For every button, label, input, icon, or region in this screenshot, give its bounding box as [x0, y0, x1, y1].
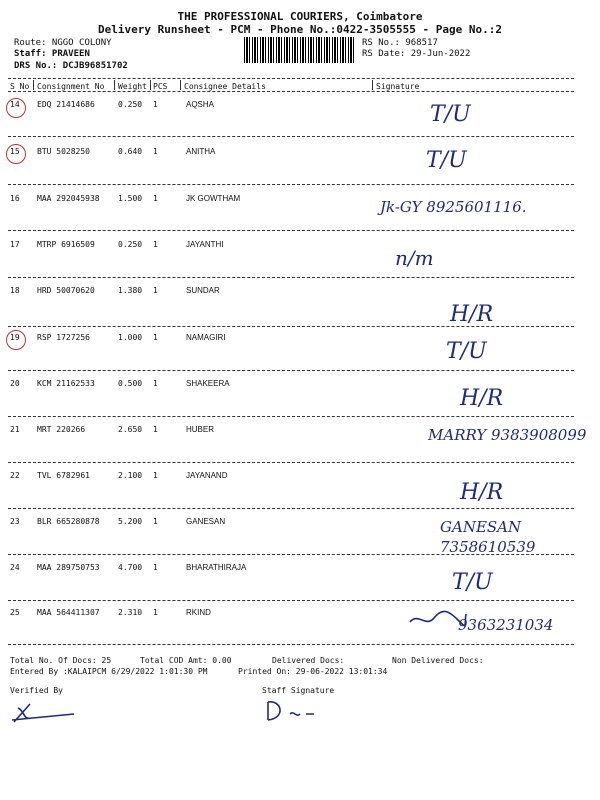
- staff-signature: [262, 698, 332, 724]
- row-rule: [8, 462, 574, 463]
- row-rule: [8, 600, 574, 601]
- staff-label: Staff: PRAVEEN: [14, 49, 90, 59]
- row-pcs: 1: [153, 471, 158, 480]
- row-consignment: EDQ 21414686: [37, 100, 95, 109]
- row-signature: T/U: [430, 102, 471, 127]
- row-rule: [8, 416, 574, 417]
- row-weight: 0.500: [118, 379, 143, 388]
- row-rule: [8, 370, 574, 371]
- col-consignee: Consignee Details: [184, 82, 266, 91]
- row-sno: 19: [10, 333, 20, 342]
- row-weight: 1.500: [118, 194, 143, 203]
- row-sno: 24: [10, 563, 20, 572]
- col-pcs: PCS: [153, 82, 168, 91]
- row-pcs: 1: [153, 286, 158, 295]
- row-consignee: GANESAN: [186, 517, 226, 526]
- row-consignment: BLR 665280878: [37, 517, 100, 526]
- row-rule: [8, 554, 574, 555]
- col-divider: [114, 80, 115, 90]
- printed-on: Printed On: 29-06-2022 13:01:34: [238, 667, 388, 676]
- row-pcs: 1: [153, 147, 158, 156]
- header-rule-bottom: [8, 91, 574, 92]
- row-rule: [8, 136, 574, 137]
- row-sno: 16: [10, 194, 20, 203]
- row-weight: 0.250: [118, 240, 143, 249]
- row-signature: H/R: [460, 386, 504, 411]
- row-consignee: AQSHA: [186, 100, 215, 109]
- row-sno: 17: [10, 240, 20, 249]
- row-consignment: RSP 1727256: [37, 333, 90, 342]
- row-consignee: SUNDAR: [186, 286, 220, 295]
- row-sno: 25: [10, 608, 20, 617]
- row-consignee: ANITHA: [186, 147, 216, 156]
- col-divider: [33, 80, 34, 90]
- runsheet-subtitle: Delivery Runsheet - PCM - Phone No.:0422-3505555 - Page No.:2: [98, 23, 502, 36]
- row-weight: 1.000: [118, 333, 143, 342]
- row-signature: n/m: [395, 246, 434, 270]
- row-sno: 20: [10, 379, 20, 388]
- row-consignment: TVL 6782961: [37, 471, 90, 480]
- row-signature: T/U: [452, 570, 493, 595]
- row-pcs: 1: [153, 333, 158, 342]
- row-weight: 0.250: [118, 100, 143, 109]
- col-signature: Signature: [376, 82, 420, 91]
- row-sno: 18: [10, 286, 20, 295]
- row-rule: [8, 326, 574, 327]
- entered-by: Entered By :KALAIPCM 6/29/2022 1:01:30 PM: [10, 667, 208, 676]
- row-pcs: 1: [153, 100, 158, 109]
- row-weight: 5.200: [118, 517, 143, 526]
- col-sno: S No: [10, 82, 30, 91]
- row-consignee: BHARATHIRAJA: [186, 563, 247, 572]
- row-pcs: 1: [153, 379, 158, 388]
- staff-signature-label: Staff Signature: [262, 686, 335, 695]
- row-pcs: 1: [153, 240, 158, 249]
- row-consignment: MAA 292045938: [37, 194, 100, 203]
- row-weight: 1.380: [118, 286, 143, 295]
- row-rule: [8, 644, 574, 645]
- row-signature: Jk-GY 8925601116.: [380, 198, 527, 216]
- row-consignment: MTRP 6916509: [37, 240, 95, 249]
- row-signature: GANESAN 7358610539: [440, 518, 536, 556]
- row-signature: 9363231034: [458, 616, 554, 634]
- row-rule: [8, 277, 574, 278]
- row-consignee: JAYANAND: [186, 471, 228, 480]
- row-weight: 4.700: [118, 563, 143, 572]
- header-rule-top: [8, 78, 574, 79]
- row-consignment: KCM 21162533: [37, 379, 95, 388]
- row-consignment: MRT 220266: [37, 425, 86, 434]
- row-rule: [8, 184, 574, 185]
- col-weight: Weight: [118, 82, 147, 91]
- rs-number: RS No.: 968517: [362, 38, 438, 48]
- route-label: Route: NGGO COLONY: [14, 38, 112, 48]
- row-pcs: 1: [153, 563, 158, 572]
- rs-date: RS Date: 29-Jun-2022: [362, 49, 471, 59]
- row-consignee: HUBER: [186, 425, 215, 434]
- col-consignment: Consignment No: [37, 82, 105, 91]
- drs-number: DRS No.: DCJB96851702: [14, 61, 128, 71]
- row-pcs: 1: [153, 608, 158, 617]
- row-weight: 2.310: [118, 608, 143, 617]
- row-consignee: NAMAGIRI: [186, 333, 226, 342]
- col-divider: [180, 80, 181, 90]
- total-cod: Total COD Amt: 0.00: [140, 656, 232, 665]
- col-divider: [372, 80, 373, 90]
- row-pcs: 1: [153, 194, 158, 203]
- row-consignment: HRD 50070620: [37, 286, 95, 295]
- row-consignment: MAA 564411307: [37, 608, 100, 617]
- verifier-signature: [8, 698, 78, 728]
- col-divider: [150, 80, 151, 90]
- row-signature: H/R: [460, 480, 504, 505]
- row-sno: 23: [10, 517, 20, 526]
- row-weight: 2.100: [118, 471, 143, 480]
- row-signature: T/U: [426, 148, 467, 173]
- row-weight: 0.640: [118, 147, 143, 156]
- row-consignee: RKIND: [186, 608, 211, 617]
- row-pcs: 1: [153, 425, 158, 434]
- total-docs: Total No. Of Docs: 25: [10, 656, 112, 665]
- row-sno: 21: [10, 425, 20, 434]
- row-signature: H/R: [450, 302, 494, 327]
- row-sno: 22: [10, 471, 20, 480]
- barcode-image: [244, 37, 354, 63]
- row-sno: 15: [10, 147, 20, 156]
- verified-by-label: Verified By: [10, 686, 63, 695]
- row-consignment: BTU 5028250: [37, 147, 90, 156]
- company-title: THE PROFESSIONAL COURIERS, Coimbatore: [177, 10, 423, 23]
- row-rule: [8, 508, 574, 509]
- row-weight: 2.650: [118, 425, 143, 434]
- row-pcs: 1: [153, 517, 158, 526]
- row-rule: [8, 230, 574, 231]
- row-consignee: JK GOWTHAM: [186, 194, 241, 203]
- row-consignee: JAYANTHI: [186, 240, 224, 249]
- row-consignment: MAA 289750753: [37, 563, 100, 572]
- row-signature: T/U: [446, 339, 487, 364]
- row-consignee: SHAKEERA: [186, 379, 230, 388]
- row-signature: MARRY 9383908099: [428, 426, 587, 444]
- delivered-docs: Delivered Docs:: [272, 656, 345, 665]
- non-delivered-docs: Non Delivered Docs:: [392, 656, 484, 665]
- row-sno: 14: [10, 100, 20, 109]
